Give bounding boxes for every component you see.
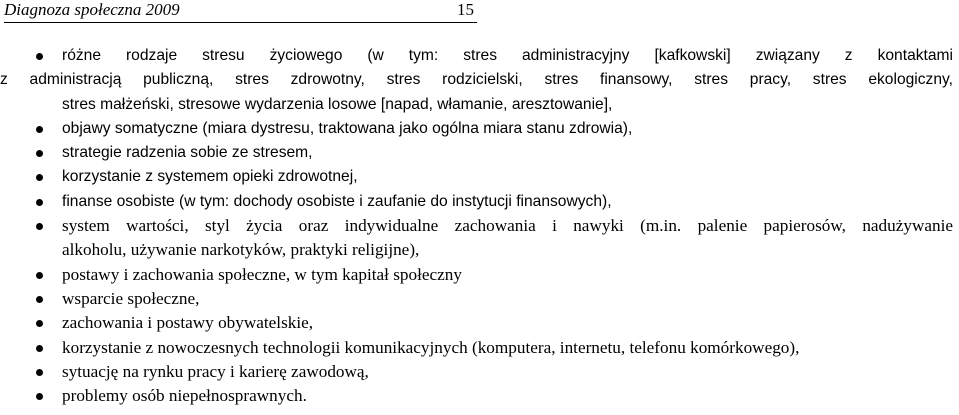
bullet-icon [36,345,43,352]
bullet-icon [36,174,43,181]
bullet-icon [36,199,43,206]
list-item-line: z administracją publiczną, stres zdrowotny, stres rodzicielski, stres finansowy, stres pracy, stres ekologiczny, [0,71,953,89]
list-item [0,214,959,263]
list-item [0,360,959,384]
bullet-icon [36,320,43,327]
list-item-line: alkoholu, używanie narkotyków, praktyki religijne), [62,240,420,260]
list-item [0,141,959,165]
list-item-line: system wartości, styl życia oraz indywidualne zachowania i nawyki (m.in. palenie papierosów, nadużywanie [62,216,953,236]
list-item [0,311,959,335]
list-item-line: korzystanie z systemem opieki zdrowotnej, [62,168,358,186]
list-item-line: strategie radzenia sobie ze stresem, [62,144,313,162]
list-item [0,117,959,141]
bullet-list [0,44,959,408]
page-header [4,0,477,23]
list-item [0,165,959,189]
bullet-icon [36,126,43,133]
bullet-icon [36,272,43,279]
list-item-line: stres małżeński, stresowe wydarzenia losowe [napad, włamanie, aresztowanie], [62,95,613,113]
list-item [0,336,959,360]
document-title: Diagnoza społeczna 2009 [4,0,180,19]
list-item-line: finanse osobiste (w tym: dochody osobiste i zaufanie do instytucji finansowych), [62,192,612,210]
bullet-icon [36,393,43,400]
list-item-line: objawy somatyczne (miara dystresu, traktowana jako ogólna miara stanu zdrowia), [62,119,633,137]
bullet-icon [36,296,43,303]
list-item-line: postawy i zachowania społeczne, w tym kapitał społeczny [62,264,462,284]
page-number: 15 [457,0,474,19]
list-item [0,384,959,408]
list-item-line: różne rodzaje stresu życiowego (w tym: stres administracyjny [kafkowski] związany z kontaktami [62,47,953,64]
list-item-line: sytuację na rynku pracy i karierę zawodową, [62,361,369,381]
bullet-icon [36,150,43,157]
bullet-icon [36,53,43,60]
list-item [0,263,959,287]
list-item-line: korzystanie z nowoczesnych technologii komunikacyjnych (komputera, internetu, telefonu komórkowego), [62,337,800,357]
bullet-icon [36,223,43,230]
list-item-line: problemy osób niepełnosprawnych. [62,386,307,406]
list-item [0,44,959,117]
list-item-line: wsparcie społeczne, [62,288,200,308]
list-item-line: zachowania i postawy obywatelskie, [62,313,314,333]
list-item [0,190,959,214]
bullet-icon [36,369,43,376]
list-item [0,287,959,311]
